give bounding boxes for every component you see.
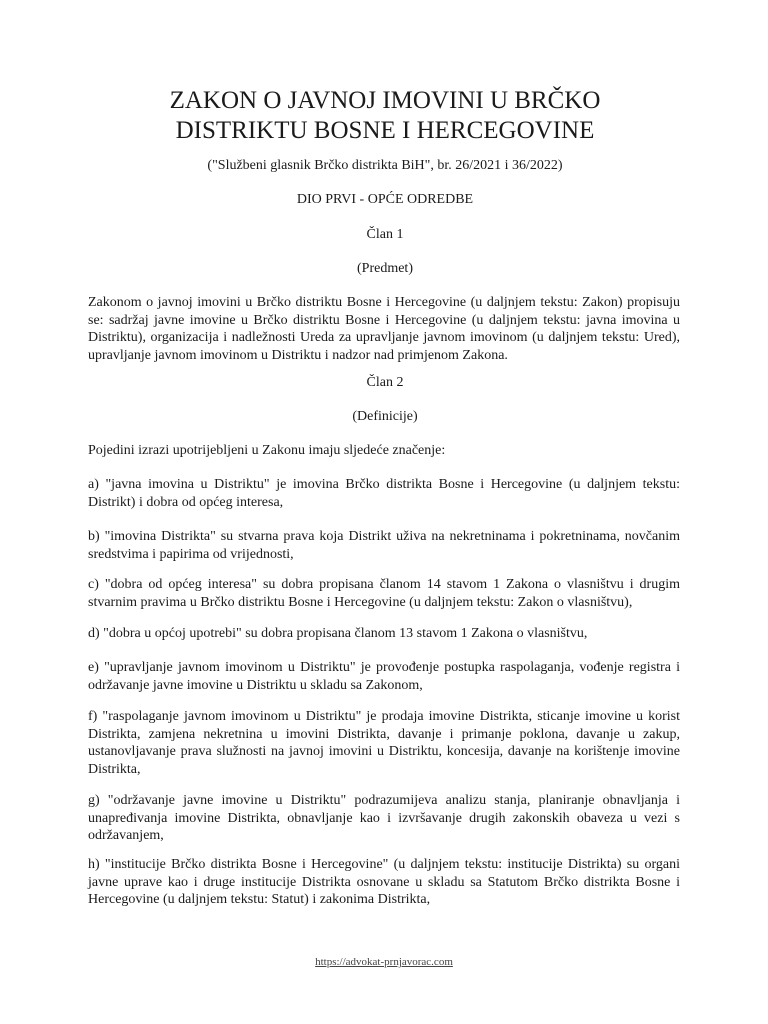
article-1-heading: (Predmet) [357, 261, 413, 276]
gazette-reference: ("Službeni glasnik Brčko distrikta BiH", br. 26/2021 i 36/2022) [207, 158, 563, 173]
article-2-intro: Pojedini izrazi upotrijebljeni u Zakonu imaju sljedeće značenje: [88, 443, 446, 458]
definition-item-g: g) "održavanje javne imovine u Distriktu" podrazumijeva analizu stanja, planiranje obnavljanja i unapređivanja imovine Distrikta, obnavljanje kao i izvršavanje drugih zakonskih obaveza u vezi s održavanjem, [88, 793, 680, 843]
article-1-paragraph: Zakonom o javnoj imovini u Brčko distriktu Bosne i Hercegovine (u daljnjem tekstu: Zakon) propisuju se: sadržaj javne imovine u Brčko distriktu Bosne i Hercegovine (u daljnjem tekstu: javna imovina u Distriktu), organizacija i nadležnosti Ureda za upravljanje javnom imovinom (u daljnjem tekstu: Ured), upravljanje javnom imovinom u Distriktu i nadzor nad primjenom Zakona. [88, 295, 680, 363]
title-line-1: ZAKON O JAVNOJ IMOVINI U BRČKO [169, 87, 601, 114]
definition-item-b: b) "imovina Distrikta" su stvarna prava koja Distrikt uživa na nekretninama i pokretninama, novčanim sredstvima i papirima od vrijednosti, [88, 529, 680, 562]
article-1-number: Član 1 [366, 227, 404, 242]
definition-item-d: d) "dobra u općoj upotrebi" su dobra propisana članom 13 stavom 1 Zakona o vlasništvu, [88, 626, 588, 641]
definition-item-a: a) "javna imovina u Distriktu" je imovina Brčko distrikta Bosne i Hercegovine (u daljnjem tekstu: Distrikt) i dobra od općeg interesa, [88, 477, 680, 510]
article-2-number: Član 2 [366, 375, 404, 390]
definition-item-e: e) "upravljanje javnom imovinom u Distriktu" je provođenje postupka raspolaganja, vođenje registra i održavanje javne imovine u Distriktu u skladu sa Zakonom, [88, 660, 680, 693]
title-line-2: DISTRIKTU BOSNE I HERCEGOVINE [175, 117, 595, 144]
footer-website-link[interactable]: https://advokat-prnjavorac.com [315, 956, 453, 968]
part-heading: DIO PRVI - OPĆE ODREDBE [296, 192, 474, 207]
definition-item-f: f) "raspolaganje javnom imovinom u Distriktu" je prodaja imovine Distrikta, sticanje imovine u korist Distrikta, zamjena nekretnina u imovini Distrikta, davanje i primanje poklona, davanje u zakup, ustanovljavanje prava služnosti na javnoj imovini u Distriktu, koncesija, davanje na korištenje imovine Distrikta, [88, 709, 680, 777]
document-title [90, 86, 680, 146]
page-footer [0, 956, 768, 968]
definition-item-c: c) "dobra od općeg interesa" su dobra propisana članom 14 stavom 1 Zakona o vlasništvu i drugim stvarnim pravima u Brčko distriktu Bosne i Hercegovine (u daljnjem tekstu: Zakon o vlasništvu), [88, 577, 680, 610]
definition-item-h: h) "institucije Brčko distrikta Bosne i Hercegovine" (u daljnjem tekstu: institucije Distrikta) su organi javne uprave kao i druge institucije Distrikta osnovane u skladu sa Statutom Brčko distrikta Bosne i Hercegovine (u daljnjem tekstu: Statut) i zakonima Distrikta, [88, 857, 680, 907]
article-2-heading: (Definicije) [352, 409, 418, 424]
